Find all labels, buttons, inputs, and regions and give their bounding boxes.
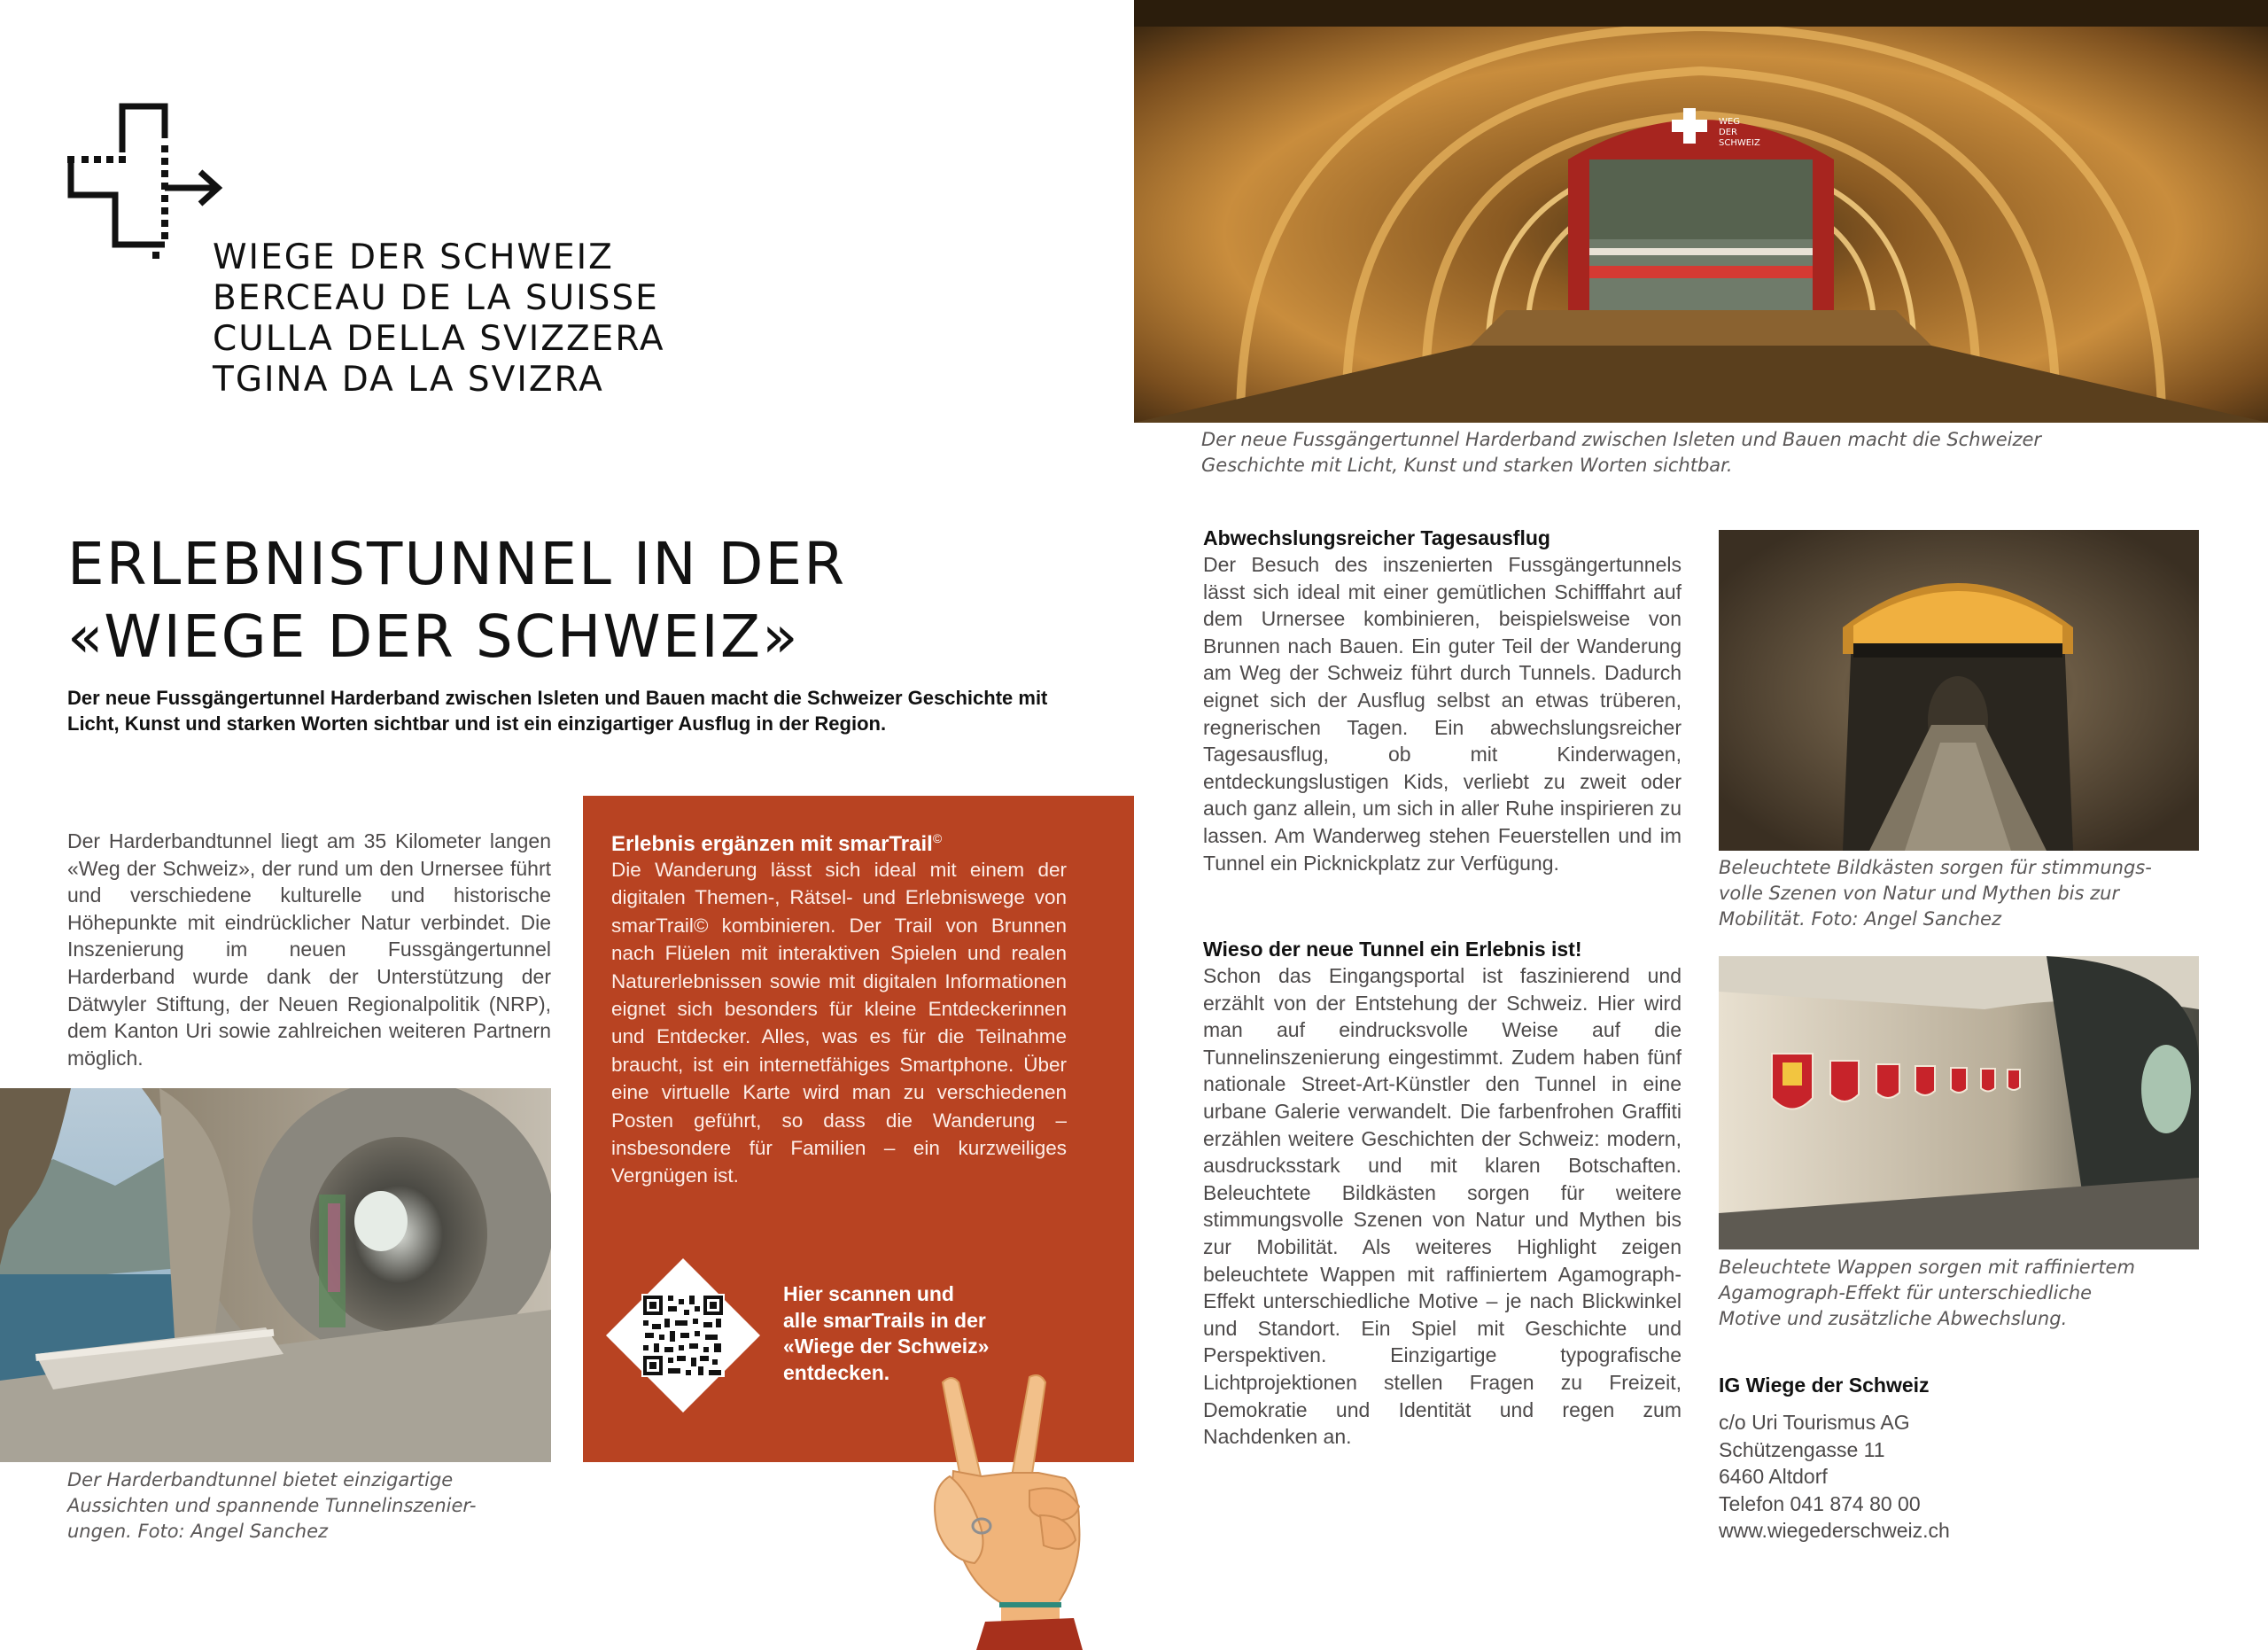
contact-line-1: c/o Uri Tourismus AG (1719, 1411, 1910, 1434)
smartrail-text: Die Wanderung lässt sich ideal mit einem der digitalen Themen-, Rätsel- und Erlebniswege von smarTrail© kombinieren. Der Trail von Brunnen nach Flüelen mit interaktiven Spielen und realen Naturerlebnissen sowie mit digitalen Informationen eignet sich besonders für kleine Entdeckerinnen und Entdecker. Alles, was es für die Teilnahme braucht, ist ein internetfähiges Smartphone. Über eine virtuelle Karte wird man zu verschiedenen Posten geführt, so dass die Wanderung – insbesondere für Familien – ein kurzweiliges Vergnügen ist. (611, 859, 1067, 1187)
tunnel-sign-schweiz: SCHWEIZ (1719, 138, 1760, 148)
caption-r2-line-1: Beleuchtete Wappen sorgen mit raffiniertem (1719, 1257, 2135, 1278)
scan-line-3: «Wiege der Schweiz» (783, 1335, 990, 1358)
section-2-text: Schon das Eingangsportal ist faszinierend und erzählt von der Entstehung der Schweiz. Hier wird man auf eindrucksvolle Weise auf die Tunnelinszenierung eingestimmt. Zudem haben fünf nationale Street-Art-Künstler den Tunnel in eine urbane Galerie verwandelt. Die farbenfrohen Graffiti erzählen weitere Geschichten der Schweiz: modern, ausdrucksstark und mit klaren Botschaften. Beleuchtete Bildkästen sorgen für weitere stimmungsvolle Szenen von Natur und Mythen bis zur Mobilität. Als weiteres Highlight zeigen beleuchtete Wappen mit raffiniertem Agamograph-Effekt unterschiedliche Motive – je nach Blickwinkel und Standort. Ein Spiel mit Geschichte und Perspektiven. Einzigartige typografische Lichtprojektionen stellen Fragen zu Freizeit, Demokratie und Identität und regen zum Nachdenken an. (1203, 964, 1682, 1449)
tunnel-coats-of-arms-photo (1719, 956, 2199, 1249)
claim-rm: TGINA DA LA SVIZRA (213, 360, 604, 400)
claim-it: CULLA DELLA SVIZZERA (213, 319, 665, 359)
caption-right-photo-1 (1719, 855, 2215, 932)
title-line-2: «WIEGE DER SCHWEIZ» (67, 603, 800, 671)
section-1-heading: Abwechslungsreicher Tagesausflug (1203, 526, 1550, 549)
tunnel-lightbox-photo (1719, 530, 2199, 851)
caption-r1-line-1: Beleuchtete Bildkästen sorgen für stimmungs- (1719, 857, 2152, 878)
smartrail-heading-text: Erlebnis ergänzen mit smarTrail (611, 832, 933, 856)
section-2-heading: Wieso der neue Tunnel ein Erlebnis ist! (1203, 938, 1582, 961)
scan-line-1: Hier scannen und (783, 1282, 954, 1305)
qr-scan-prompt (783, 1281, 1049, 1386)
caption-top-line-2: Geschichte mit Licht, Kunst und starken Worten sichtbar. (1201, 455, 1733, 476)
lead-paragraph: Der neue Fussgängertunnel Harderband zwischen Isleten und Bauen macht die Schweizer Geschichte mit Licht, Kunst und starken Worten sichtbar und ist ein einzigartiger Ausflug in der Region. (67, 687, 1048, 735)
contact-block (1719, 1409, 1950, 1545)
contact-heading: IG Wiege der Schweiz (1719, 1374, 1930, 1397)
contact-website-link[interactable]: www.wiegederschweiz.ch (1719, 1519, 1950, 1542)
caption-left-line-2: Aussichten und spannende Tunnelinszenier- (67, 1495, 477, 1516)
tunnel-sign-weg: WEG (1719, 117, 1740, 127)
tunnel-lake-photo (0, 1088, 551, 1462)
caption-top-photo (1201, 427, 2176, 479)
caption-left-line-3: ungen. Foto: Angel Sanchez (67, 1521, 329, 1542)
tunnel-photo-main (1134, 0, 2268, 423)
brand-claims (213, 237, 665, 401)
smartrail-heading (611, 824, 1107, 859)
caption-r1-line-2: volle Szenen von Natur und Mythen bis zur (1719, 883, 2120, 904)
copyright-mark: © (932, 831, 943, 845)
caption-r2-line-2: Agamograph-Effekt für unterschiedliche (1719, 1282, 2093, 1304)
victory-hand-illustration (923, 1374, 1100, 1650)
caption-top-line-1: Der neue Fussgängertunnel Harderband zwischen Isleten und Bauen macht die Schweizer (1201, 429, 2042, 450)
caption-left-line-1: Der Harderbandtunnel bietet einzigartige (67, 1469, 454, 1490)
scan-line-2: alle smarTrails in der (783, 1308, 986, 1332)
contact-phone: Telefon 041 874 80 00 (1719, 1491, 1921, 1515)
caption-r2-line-3: Motive und zusätzliche Abwechslung. (1719, 1308, 2068, 1329)
section-1-text: Der Besuch des inszenierten Fussgängertunnels lässt sich ideal mit einer gemütlichen Schifffahrt auf dem Urnersee kombinieren, beispielsweise von Brunnen nach Bauen. Ein guter Teil der Wanderung am Weg der Schweiz führt durch Tunnels. Dadurch eignet sich der Ausflug selbst an etwas trüberen, regnerischen Tagen. Ein abwechslungsreicher Tagesausflug, ob mit Kinderwagen, entdeckungslustigen Kids, verliebt zu zweit oder auch ganz allein, um sich in aller Ruhe inspirieren zu lassen. Am Wanderweg stehen Feuerstellen und im Tunnel ein Picknickplatz zur Verfügung. (1203, 553, 1682, 875)
caption-right-photo-2 (1719, 1255, 2215, 1332)
intro-paragraph: Der Harderbandtunnel liegt am 35 Kilometer langen «Weg der Schweiz», der rund um den Urnersee führt und verschiedene kulturelle und historische Höhepunkte mit eindrücklicher Natur verbindet. Die Inszenierung im neuen Fussgängertunnel Harderband wurde dank der Unterstützung der Dätwyler Stiftung, der Neuen Regionalpolitik (NRP), dem Kanton Uri sowie zahlreichen weiteren Partnern möglich. (67, 829, 551, 1070)
claim-de: WIEGE DER SCHWEIZ (213, 237, 614, 277)
qr-code-icon[interactable] (604, 1257, 762, 1414)
contact-line-2: Schützengasse 11 (1719, 1437, 1885, 1461)
claim-fr: BERCEAU DE LA SUISSE (213, 278, 659, 318)
caption-r1-line-3: Mobilität. Foto: Angel Sanchez (1719, 908, 2001, 930)
scan-line-4: entdecken. (783, 1360, 890, 1384)
title-line-1: ERLEBNISTUNNEL IN DER (67, 530, 847, 598)
page-title (67, 528, 1086, 673)
contact-line-3: 6460 Altdorf (1719, 1465, 1828, 1488)
tunnel-sign-der: DER (1719, 128, 1737, 137)
swiss-cross-path-icon (67, 103, 223, 259)
caption-left-photo (67, 1467, 546, 1545)
